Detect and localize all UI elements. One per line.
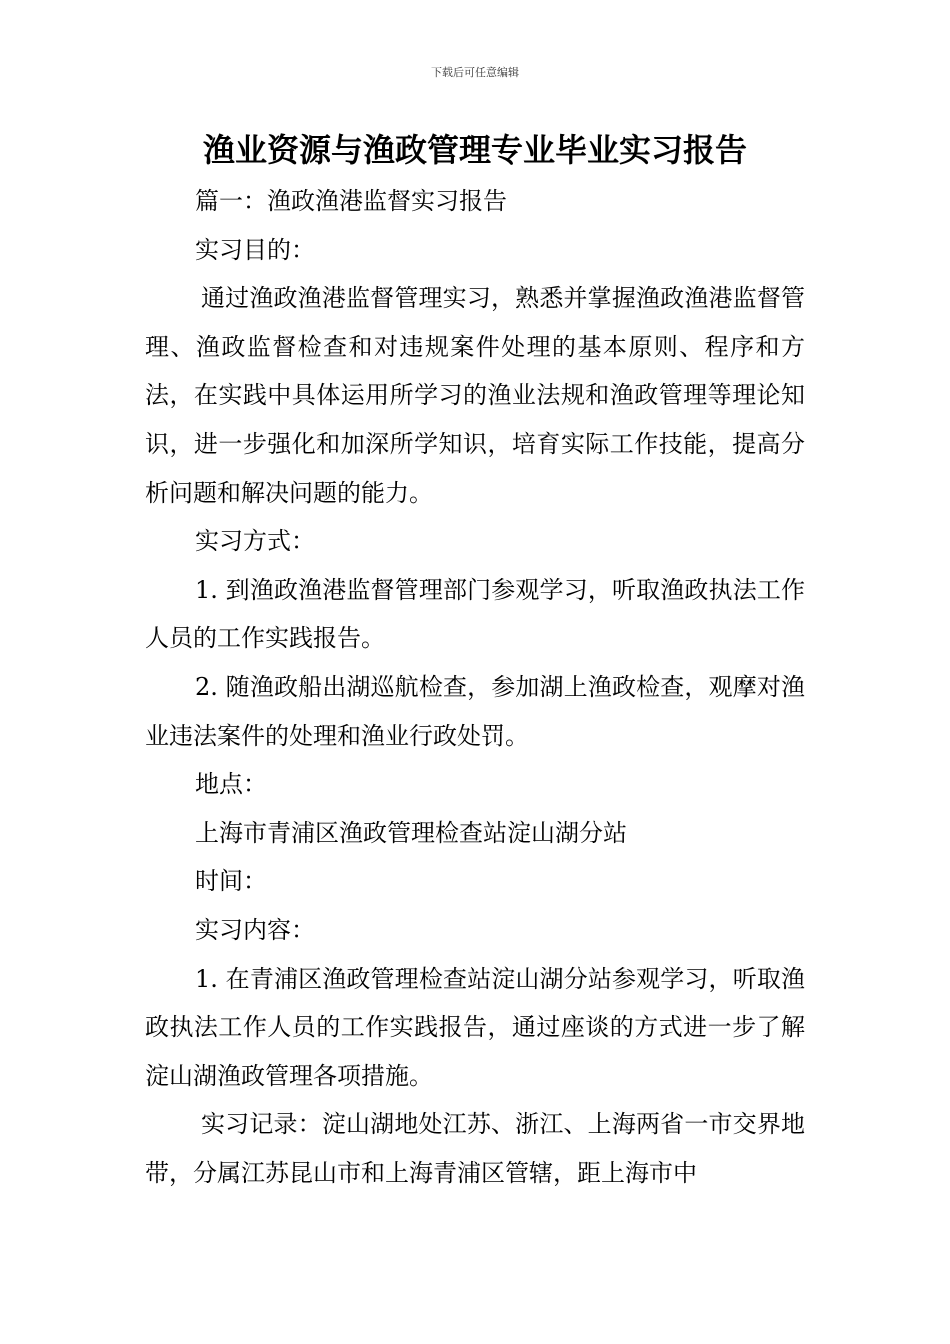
paragraph: 通过渔政渔港监督管理实习，熟悉并掌握渔政渔港监督管理、渔政监督检查和对违规案件处理的基本原则、程序和方法，在实践中具体运用所学习的渔业法规和渔政管理等理论知识，进一步强化和加深所学知识，培育实际工作技能，提高分析问题和解决问题的能力。	[145, 284, 805, 507]
paragraph: 实习记录：淀山湖地处江苏、浙江、上海两省一市交界地带，分属江苏昆山市和上海青浦区管辖，距上海市中	[145, 1110, 805, 1187]
section-label: 实习内容：	[195, 915, 315, 944]
paragraph: 上海市青浦区渔政管理检查站淀山湖分站	[195, 818, 627, 847]
document-body	[145, 177, 805, 1197]
list-item: 1. 到渔政渔港监督管理部门参观学习，听取渔政执法工作人员的工作实践报告。	[145, 575, 805, 653]
section-label: 实习方式：	[195, 527, 315, 556]
list-item: 1. 在青浦区渔政管理检查站淀山湖分站参观学习，听取渔政执法工作人员的工作实践报告，通过座谈的方式进一步了解淀山湖渔政管理各项措施。	[145, 964, 805, 1090]
document-title: 渔业资源与渔政管理专业毕业实习报告	[202, 131, 747, 169]
header-note: 下载后可任意编辑	[431, 66, 519, 79]
section-heading: 篇一：渔政渔港监督实习报告	[195, 187, 507, 215]
section-label: 实习目的：	[195, 235, 315, 264]
list-item: 2. 随渔政船出湖巡航检查，参加湖上渔政检查，观摩对渔业违法案件的处理和渔业行政处罚。	[145, 672, 805, 750]
section-label: 时间：	[195, 867, 267, 896]
section-label: 地点：	[195, 770, 267, 799]
